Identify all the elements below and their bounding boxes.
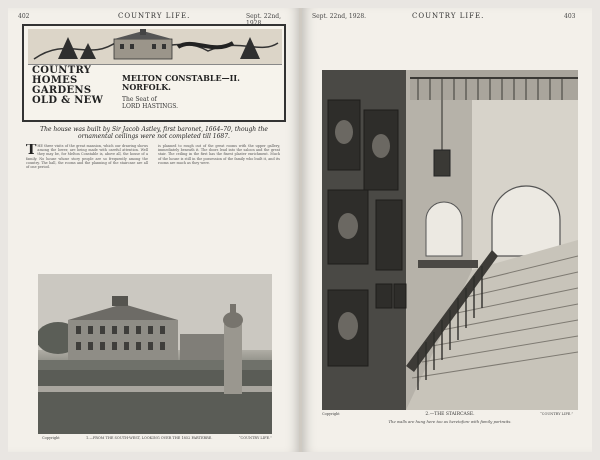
left-page [8, 8, 300, 452]
photo-caption: 1.—FROM THE SOUTH-WEST, LOOKING OVER THE 1852 PARTERRE. [86, 436, 213, 440]
page-number: 403 [564, 13, 576, 20]
photo-credit: “COUNTRY LIFE.” [238, 436, 272, 440]
body-text: is planned to rough out of the great rooms with the upper gallery, immediately beneath it. The doors lead into the saloon and the great stair. The ceiling in the first has the finest plaster enrichment. Much of the house is still in the possession of the family who built it, and its rooms are much as they were. [158, 144, 280, 165]
staircase-photo [322, 70, 578, 410]
page-number: 402 [18, 13, 30, 20]
house-exterior-photo [38, 274, 272, 434]
issue-date: Sept. 22nd, 1928. [312, 13, 367, 20]
masthead: COUNTRY LIFE. [118, 12, 191, 20]
title-block [22, 24, 286, 122]
photo-caption-row [42, 436, 272, 440]
issue-date: Sept. 22nd, [246, 13, 281, 20]
title-vignette [28, 29, 282, 65]
photo-credit: “COUNTRY LIFE.” [540, 412, 574, 416]
masthead: COUNTRY LIFE. [412, 12, 485, 20]
body-column-1 [26, 144, 148, 266]
magazine-spread [8, 8, 592, 452]
photo-credit: Copyright [322, 412, 340, 416]
photo-caption: 2.—THE STAIRCASE. [425, 412, 475, 417]
body-column-2 [158, 144, 280, 266]
series-title: COUNTRY HOMES GARDENS OLD & NEW [32, 65, 104, 106]
house-vignette-illustration [28, 29, 282, 65]
photo-subcaption: The walls are hung here too as heretofore with family portraits. [388, 419, 512, 424]
seat-of-owner: The Seat of LORD HASTINGS. [122, 96, 179, 110]
right-page [302, 8, 592, 452]
article-title: MELTON CONSTABLE—II. NORFOLK. [122, 73, 240, 92]
drop-cap: T [26, 144, 37, 158]
photo-credit: Copyright [42, 436, 60, 440]
article-intro: The house was built by Sir Jacob Astley, first baronet, 1664–70, though the ornamental ceilings were not completed till 1687. [40, 126, 268, 140]
body-text: HE three visits of the great mansion, which our drawing shows among the lower, are being made with careful attention. Well they may be, for Melton Constable is, above all, the house of a family. No house whose story people are so frequently among the country. The hall, the rooms and the planning of the staircase are all of one period. [26, 144, 148, 170]
